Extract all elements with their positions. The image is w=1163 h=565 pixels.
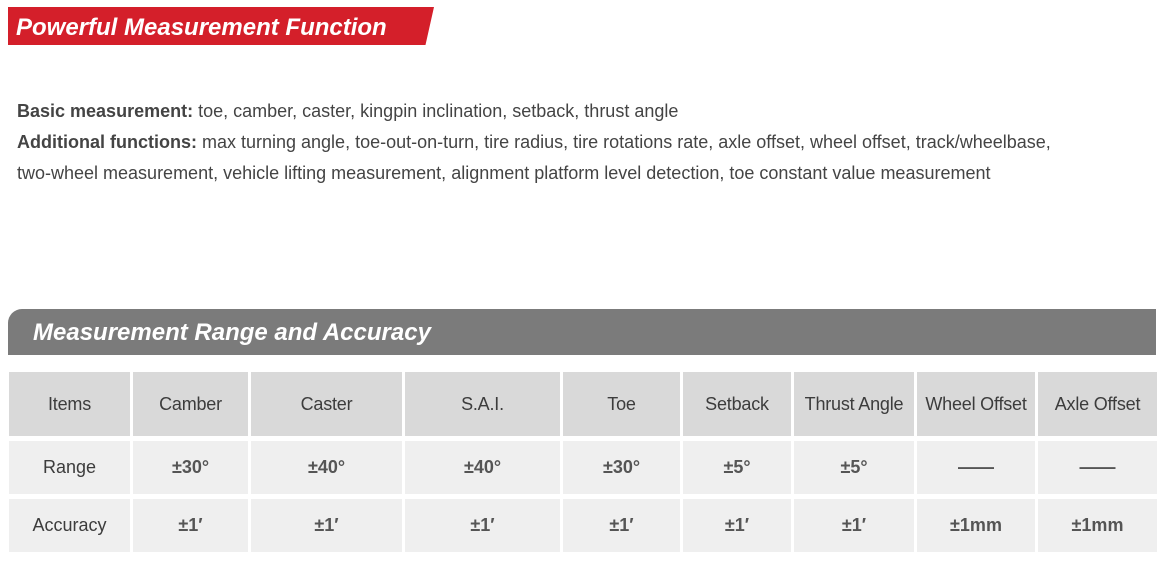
column-header: Items [9,372,130,436]
measurement-description [17,96,1077,189]
table-cell: ±1′ [405,499,560,552]
table-cell: ±5° [683,441,791,494]
basic-measurement-text: toe, camber, caster, kingpin inclination, setback, thrust angle [193,101,679,121]
table-cell: —— [917,441,1035,494]
table-cell: ±40° [405,441,560,494]
table-cell: ±1′ [133,499,248,552]
column-header: Wheel Offset [917,372,1035,436]
table-cell: ±1′ [794,499,914,552]
column-header: Caster [251,372,402,436]
basic-measurement-label: Basic measurement: [17,101,194,121]
table-cell: ±5° [794,441,914,494]
table-cell: ±1mm [917,499,1035,552]
additional-functions-text: max turning angle, toe-out-on-turn, tire radius, tire rotations rate, axle offset, wheel offset, track/wheelbase, two-wheel measurement, vehicle lifting measurement, alignment platform level detection, toe constant value measurement [17,132,1051,183]
table-cell: ±1′ [563,499,680,552]
table-cell: ±1′ [683,499,791,552]
column-header: S.A.I. [405,372,560,436]
column-header: Thrust Angle [794,372,914,436]
table-cell: ±1′ [251,499,402,552]
column-header: Toe [563,372,680,436]
table-row-accuracy [9,499,1157,552]
basic-measurement-line [17,96,1077,127]
section-banner-gray [8,309,1156,355]
column-header: Setback [683,372,791,436]
spec-table [6,367,1160,557]
table-cell: ±30° [563,441,680,494]
table-cell: ±1mm [1038,499,1157,552]
row-label: Range [9,441,130,494]
table-cell: ±40° [251,441,402,494]
table-cell: ±30° [133,441,248,494]
table-cell: —— [1038,441,1157,494]
additional-functions-line [17,127,1077,189]
section-title-measurement-function: Powerful Measurement Function [16,14,387,41]
column-header: Camber [133,372,248,436]
additional-functions-label: Additional functions: [17,132,197,152]
column-header: Axle Offset [1038,372,1157,436]
row-label: Accuracy [9,499,130,552]
section-title-range-accuracy: Measurement Range and Accuracy [33,319,431,346]
table-row-range [9,441,1157,494]
table-header-row [9,372,1157,436]
